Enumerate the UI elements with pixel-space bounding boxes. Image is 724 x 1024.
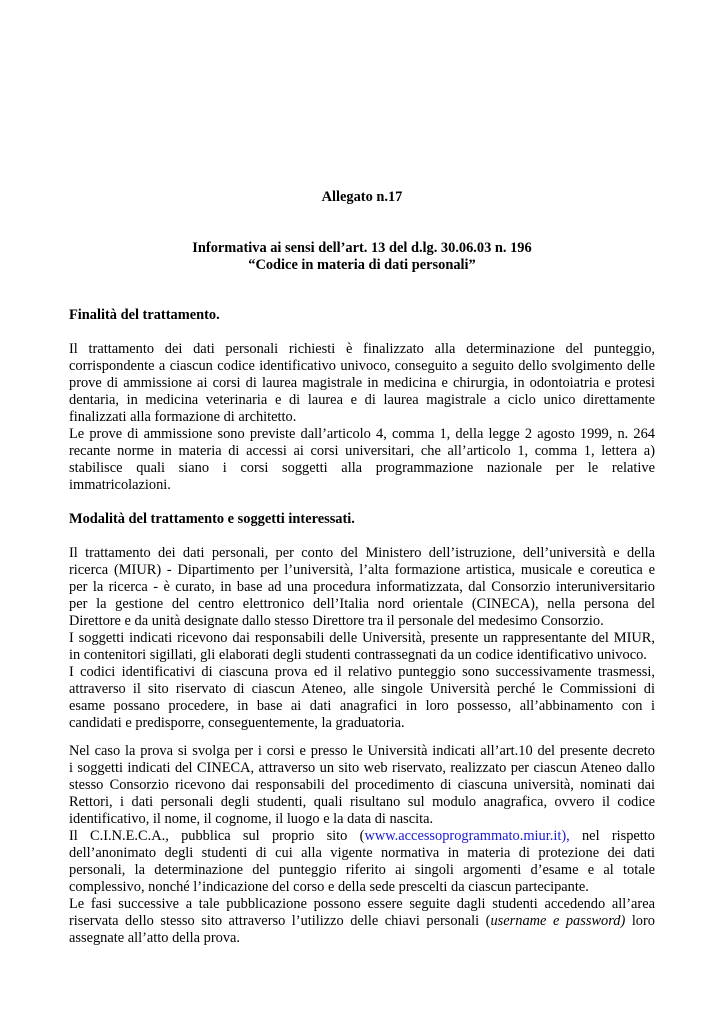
paragraph-modalita-2 [69,630,655,664]
text-line: I codici identificativi di ciascuna prova ed il relativo punteggio sono successivamente trasmessi, [69,664,655,680]
text-line: ricerca (MIUR) - Dipartimento per l’università, l’alta formazione artistica, musicale e coreutica e [69,562,655,578]
paragraph-modalita-5 [69,828,655,896]
text-line: Rettori, i dati personali degli studenti, quali risultano sul modulo anagrafica, ovvero il codice [69,794,655,810]
text-line: Nel caso la prova si svolga per i corsi e presso le Università indicati all’art.10 del presente decreto [69,743,655,759]
paragraph-modalita-3 [69,664,655,732]
text-line: recante norme in materia di accessi ai corsi universitari, che all’articolo 1, comma 1, lettera a) [69,443,655,459]
text-line: stesso Consorzio ricevono dai responsabili del procedimento di ciascuna università, nominati dai [69,777,655,793]
text-line: dentaria, in medicina veterinaria e di laurea e di laurea magistrale a ciclo unico direttamente [69,392,655,408]
text-line-with-link [69,828,655,845]
section-heading-finalita: Finalità del trattamento. [69,307,220,323]
text-line: I soggetti indicati ricevono dai responsabili delle Università, presente un rappresentante del MIUR, [69,630,655,646]
paragraph-finalita-2 [69,426,655,494]
header-line-1: Informativa ai sensi dell’art. 13 del d.lg. 30.06.03 n. 196 [192,240,532,256]
text-line: per la gestione del centro elettronico dell’Italia nord orientale (CINECA), nella persona del [69,596,655,612]
text-line: immatricolazioni. [69,477,171,493]
text-line: assegnate all’atto della prova. [69,930,241,946]
document-header [69,240,655,274]
text-fragment: riservata dello stesso sito attraverso l’utilizzo delle chiavi personali ( [69,913,491,929]
website-link[interactable]: www.accessoprogrammato.miur.it), [364,828,570,844]
text-line: identificativo, il nome, il cognome, il luogo e la data di nascita. [69,811,434,827]
text-fragment: Il C.I.N.E.C.A., pubblica sul proprio sito ( [69,828,365,844]
text-line: Le fasi successive a tale pubblicazione possono essere seguite dagli studenti accedendo all’area [69,896,655,912]
text-line: prove di ammissione ai corsi di laurea magistrale in medicina e chirurgia, in odontoiatria e protesi [69,375,655,391]
text-line: stabilisce quali siano i corsi soggetti alla programmazione nazionale per le relative [69,460,655,476]
text-line: attraverso il sito riservato di ciascun Ateneo, alle singole Università perché le Commissioni di [69,681,655,697]
text-line: dell’anonimato degli studenti di cui alla vigente normativa in materia di protezione dei dati [69,845,655,861]
text-line: candidati e predisporre, conseguentemente, la graduatoria. [69,715,405,731]
paragraph-finalita-1 [69,341,655,426]
text-line: per la ricerca - è curato, in base ad una procedura informatizzata, dal Consorzio interuniversitario [69,579,655,595]
text-line: Direttore e da unità designate dallo stesso Direttore tra il personale del medesimo Consorzio. [69,613,604,629]
text-line-with-italic [69,913,655,930]
text-line: personali, la determinazione del punteggio riferito ai singoli argomenti d’esame e al totale [69,862,655,878]
text-line: finalizzati alla formazione di architetto. [69,409,297,425]
paragraph-modalita-4 [69,743,655,828]
text-line: Il trattamento dei dati personali richiesti è finalizzato alla determinazione del punteggio, [69,341,655,357]
section-heading-modalita: Modalità del trattamento e soggetti interessati. [69,511,355,527]
text-fragment: loro [625,913,655,929]
text-line: i soggetti indicati del CINECA, attraverso un sito web riservato, realizzato per ciascun Ateneo dallo [69,760,655,776]
text-line: Il trattamento dei dati personali, per conto del Ministero dell’istruzione, dell’università e della [69,545,655,561]
text-fragment: nel rispetto [569,828,655,844]
text-line: corrispondente a ciascun codice identificativo univoco, conseguito a seguito dello svolgimento delle [69,358,655,374]
italic-credentials: username e password) [490,913,626,929]
paragraph-modalita-1 [69,545,655,630]
paragraph-modalita-6 [69,896,655,947]
text-line: in contenitori sigillati, gli elaborati degli studenti contrassegnati da un codice identificativo univoco. [69,647,647,663]
annex-title: Allegato n.17 [321,189,403,205]
text-line: Le prove di ammissione sono previste dall’articolo 4, comma 1, della legge 2 agosto 1999, n. 264 [69,426,655,442]
header-line-2: “Codice in materia di dati personali” [248,257,476,273]
text-line: esame possano procedere, in base ai dati anagrafici in loro possesso, all’abbinamento con i [69,698,655,714]
text-line: complessivo, nonché l’indicazione del corso e della sede prescelti da ciascun partecipante. [69,879,589,895]
